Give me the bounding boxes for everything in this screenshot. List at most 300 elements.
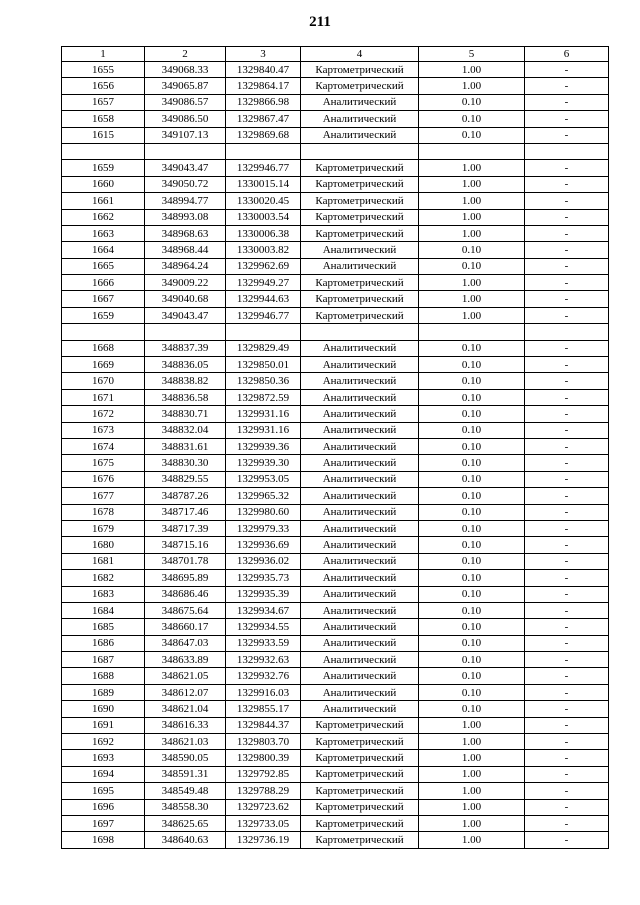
y-coordinate-cell: 1329855.17 <box>226 701 301 717</box>
method-cell: Аналитический <box>301 340 419 356</box>
note-cell: - <box>525 701 609 717</box>
point-number-cell: 1692 <box>62 734 145 750</box>
method-cell: Картометрический <box>301 750 419 766</box>
table-row <box>62 815 609 831</box>
note-cell: - <box>525 668 609 684</box>
point-number-cell: 1683 <box>62 586 145 602</box>
method-cell: Картометрический <box>301 275 419 291</box>
y-coordinate-cell: 1329944.63 <box>226 291 301 307</box>
y-coordinate-cell: 1329931.16 <box>226 406 301 422</box>
x-coordinate-cell: 348830.30 <box>145 455 226 471</box>
x-coordinate-cell: 348701.78 <box>145 553 226 569</box>
table-row <box>62 373 609 389</box>
table-row <box>62 570 609 586</box>
note-cell: - <box>525 504 609 520</box>
table-row <box>62 225 609 241</box>
point-number-cell: 1682 <box>62 570 145 586</box>
accuracy-cell: 0.10 <box>419 389 525 405</box>
x-coordinate-cell: 348647.03 <box>145 635 226 651</box>
x-coordinate-cell: 348994.77 <box>145 193 226 209</box>
x-coordinate-cell: 349086.50 <box>145 111 226 127</box>
note-cell: - <box>525 438 609 454</box>
table-row <box>62 783 609 799</box>
accuracy-cell: 1.00 <box>419 78 525 94</box>
empty-cell <box>226 324 301 340</box>
accuracy-cell: 1.00 <box>419 783 525 799</box>
table-row <box>62 520 609 536</box>
note-cell: - <box>525 570 609 586</box>
note-cell: - <box>525 111 609 127</box>
table-spacer-row <box>62 143 609 159</box>
accuracy-cell: 0.10 <box>419 586 525 602</box>
accuracy-cell: 0.10 <box>419 701 525 717</box>
table-row <box>62 438 609 454</box>
method-cell: Картометрический <box>301 160 419 176</box>
table-row <box>62 586 609 602</box>
method-cell: Аналитический <box>301 258 419 274</box>
note-cell: - <box>525 422 609 438</box>
note-cell: - <box>525 258 609 274</box>
accuracy-cell: 0.10 <box>419 635 525 651</box>
accuracy-cell: 0.10 <box>419 652 525 668</box>
table-row <box>62 242 609 258</box>
x-coordinate-cell: 349043.47 <box>145 160 226 176</box>
note-cell: - <box>525 586 609 602</box>
y-coordinate-cell: 1330003.82 <box>226 242 301 258</box>
method-cell: Аналитический <box>301 471 419 487</box>
x-coordinate-cell: 348838.82 <box>145 373 226 389</box>
accuracy-cell: 1.00 <box>419 815 525 831</box>
x-coordinate-cell: 348968.63 <box>145 225 226 241</box>
method-cell: Картометрический <box>301 78 419 94</box>
point-number-cell: 1673 <box>62 422 145 438</box>
method-cell: Аналитический <box>301 701 419 717</box>
point-number-cell: 1696 <box>62 799 145 815</box>
note-cell: - <box>525 357 609 373</box>
accuracy-cell: 1.00 <box>419 832 525 848</box>
accuracy-cell: 0.10 <box>419 537 525 553</box>
accuracy-cell: 0.10 <box>419 570 525 586</box>
accuracy-cell: 1.00 <box>419 717 525 733</box>
table-row <box>62 668 609 684</box>
x-coordinate-cell: 348625.65 <box>145 815 226 831</box>
note-cell: - <box>525 406 609 422</box>
y-coordinate-cell: 1329936.02 <box>226 553 301 569</box>
accuracy-cell: 0.10 <box>419 553 525 569</box>
method-cell: Аналитический <box>301 357 419 373</box>
method-cell: Картометрический <box>301 766 419 782</box>
accuracy-cell: 0.10 <box>419 242 525 258</box>
point-number-cell: 1662 <box>62 209 145 225</box>
point-number-cell: 1691 <box>62 717 145 733</box>
method-cell: Картометрический <box>301 193 419 209</box>
x-coordinate-cell: 348837.39 <box>145 340 226 356</box>
x-coordinate-cell: 348558.30 <box>145 799 226 815</box>
method-cell: Аналитический <box>301 619 419 635</box>
y-coordinate-cell: 1329946.77 <box>226 160 301 176</box>
empty-cell <box>525 324 609 340</box>
point-number-cell: 1678 <box>62 504 145 520</box>
method-cell: Аналитический <box>301 373 419 389</box>
point-number-cell: 1685 <box>62 619 145 635</box>
note-cell: - <box>525 652 609 668</box>
column-header: 4 <box>301 47 419 62</box>
note-cell: - <box>525 471 609 487</box>
column-header: 5 <box>419 47 525 62</box>
point-number-cell: 1697 <box>62 815 145 831</box>
method-cell: Аналитический <box>301 520 419 536</box>
point-number-cell: 1659 <box>62 307 145 323</box>
table-row <box>62 832 609 848</box>
table-row <box>62 62 609 78</box>
y-coordinate-cell: 1329953.05 <box>226 471 301 487</box>
point-number-cell: 1672 <box>62 406 145 422</box>
accuracy-cell: 0.10 <box>419 488 525 504</box>
table-row <box>62 635 609 651</box>
y-coordinate-cell: 1329935.73 <box>226 570 301 586</box>
empty-cell <box>419 324 525 340</box>
table-spacer-row <box>62 324 609 340</box>
accuracy-cell: 1.00 <box>419 193 525 209</box>
table-row <box>62 111 609 127</box>
point-number-cell: 1658 <box>62 111 145 127</box>
table-row <box>62 701 609 717</box>
table-row <box>62 209 609 225</box>
y-coordinate-cell: 1329935.39 <box>226 586 301 602</box>
x-coordinate-cell: 348616.33 <box>145 717 226 733</box>
point-number-cell: 1655 <box>62 62 145 78</box>
empty-cell <box>226 143 301 159</box>
point-number-cell: 1680 <box>62 537 145 553</box>
point-number-cell: 1681 <box>62 553 145 569</box>
point-number-cell: 1659 <box>62 160 145 176</box>
y-coordinate-cell: 1329864.17 <box>226 78 301 94</box>
note-cell: - <box>525 176 609 192</box>
y-coordinate-cell: 1329850.01 <box>226 357 301 373</box>
x-coordinate-cell: 348836.05 <box>145 357 226 373</box>
x-coordinate-cell: 348590.05 <box>145 750 226 766</box>
note-cell: - <box>525 783 609 799</box>
y-coordinate-cell: 1329946.77 <box>226 307 301 323</box>
note-cell: - <box>525 488 609 504</box>
point-number-cell: 1677 <box>62 488 145 504</box>
table-row <box>62 406 609 422</box>
y-coordinate-cell: 1329844.37 <box>226 717 301 733</box>
note-cell: - <box>525 684 609 700</box>
table-row <box>62 619 609 635</box>
table-row <box>62 652 609 668</box>
x-coordinate-cell: 349068.33 <box>145 62 226 78</box>
x-coordinate-cell: 348591.31 <box>145 766 226 782</box>
y-coordinate-cell: 1329792.85 <box>226 766 301 782</box>
x-coordinate-cell: 349107.13 <box>145 127 226 143</box>
table-row <box>62 127 609 143</box>
method-cell: Картометрический <box>301 734 419 750</box>
method-cell: Аналитический <box>301 438 419 454</box>
y-coordinate-cell: 1329850.36 <box>226 373 301 389</box>
note-cell: - <box>525 815 609 831</box>
y-coordinate-cell: 1329933.59 <box>226 635 301 651</box>
accuracy-cell: 1.00 <box>419 766 525 782</box>
method-cell: Картометрический <box>301 799 419 815</box>
note-cell: - <box>525 275 609 291</box>
accuracy-cell: 0.10 <box>419 373 525 389</box>
y-coordinate-cell: 1329934.67 <box>226 602 301 618</box>
table-row <box>62 78 609 94</box>
empty-cell <box>145 324 226 340</box>
method-cell: Аналитический <box>301 127 419 143</box>
y-coordinate-cell: 1329939.36 <box>226 438 301 454</box>
point-number-cell: 1688 <box>62 668 145 684</box>
x-coordinate-cell: 348829.55 <box>145 471 226 487</box>
note-cell: - <box>525 160 609 176</box>
x-coordinate-cell: 348660.17 <box>145 619 226 635</box>
point-number-cell: 1689 <box>62 684 145 700</box>
coordinates-table <box>61 46 609 849</box>
x-coordinate-cell: 348686.46 <box>145 586 226 602</box>
x-coordinate-cell: 348640.63 <box>145 832 226 848</box>
method-cell: Аналитический <box>301 652 419 668</box>
point-number-cell: 1660 <box>62 176 145 192</box>
table-row <box>62 291 609 307</box>
method-cell: Картометрический <box>301 717 419 733</box>
point-number-cell: 1657 <box>62 94 145 110</box>
note-cell: - <box>525 553 609 569</box>
point-number-cell: 1675 <box>62 455 145 471</box>
y-coordinate-cell: 1330006.38 <box>226 225 301 241</box>
x-coordinate-cell: 348830.71 <box>145 406 226 422</box>
y-coordinate-cell: 1329932.63 <box>226 652 301 668</box>
x-coordinate-cell: 348549.48 <box>145 783 226 799</box>
note-cell: - <box>525 78 609 94</box>
y-coordinate-cell: 1329931.16 <box>226 422 301 438</box>
note-cell: - <box>525 766 609 782</box>
note-cell: - <box>525 832 609 848</box>
table-row <box>62 799 609 815</box>
note-cell: - <box>525 717 609 733</box>
table-row <box>62 275 609 291</box>
point-number-cell: 1694 <box>62 766 145 782</box>
note-cell: - <box>525 62 609 78</box>
page-number: 211 <box>309 14 331 30</box>
point-number-cell: 1671 <box>62 389 145 405</box>
y-coordinate-cell: 1329803.70 <box>226 734 301 750</box>
table-row <box>62 340 609 356</box>
accuracy-cell: 0.10 <box>419 455 525 471</box>
method-cell: Картометрический <box>301 176 419 192</box>
accuracy-cell: 0.10 <box>419 406 525 422</box>
method-cell: Картометрический <box>301 307 419 323</box>
x-coordinate-cell: 348715.16 <box>145 537 226 553</box>
point-number-cell: 1674 <box>62 438 145 454</box>
table-row <box>62 422 609 438</box>
y-coordinate-cell: 1329949.27 <box>226 275 301 291</box>
note-cell: - <box>525 750 609 766</box>
table-row <box>62 193 609 209</box>
accuracy-cell: 0.10 <box>419 111 525 127</box>
method-cell: Аналитический <box>301 406 419 422</box>
method-cell: Аналитический <box>301 668 419 684</box>
column-header: 6 <box>525 47 609 62</box>
method-cell: Аналитический <box>301 537 419 553</box>
accuracy-cell: 0.10 <box>419 471 525 487</box>
accuracy-cell: 0.10 <box>419 520 525 536</box>
x-coordinate-cell: 348621.03 <box>145 734 226 750</box>
x-coordinate-cell: 348675.64 <box>145 602 226 618</box>
table-row <box>62 307 609 323</box>
y-coordinate-cell: 1329979.33 <box>226 520 301 536</box>
point-number-cell: 1690 <box>62 701 145 717</box>
y-coordinate-cell: 1330020.45 <box>226 193 301 209</box>
x-coordinate-cell: 348964.24 <box>145 258 226 274</box>
y-coordinate-cell: 1329962.69 <box>226 258 301 274</box>
point-number-cell: 1684 <box>62 602 145 618</box>
accuracy-cell: 0.10 <box>419 668 525 684</box>
y-coordinate-cell: 1329934.55 <box>226 619 301 635</box>
note-cell: - <box>525 307 609 323</box>
accuracy-cell: 1.00 <box>419 307 525 323</box>
y-coordinate-cell: 1329829.49 <box>226 340 301 356</box>
x-coordinate-cell: 348993.08 <box>145 209 226 225</box>
y-coordinate-cell: 1330003.54 <box>226 209 301 225</box>
method-cell: Картометрический <box>301 815 419 831</box>
y-coordinate-cell: 1329733.05 <box>226 815 301 831</box>
x-coordinate-cell: 349009.22 <box>145 275 226 291</box>
x-coordinate-cell: 349065.87 <box>145 78 226 94</box>
table-row <box>62 160 609 176</box>
y-coordinate-cell: 1329936.69 <box>226 537 301 553</box>
point-number-cell: 1661 <box>62 193 145 209</box>
accuracy-cell: 0.10 <box>419 504 525 520</box>
empty-cell <box>62 324 145 340</box>
y-coordinate-cell: 1329916.03 <box>226 684 301 700</box>
accuracy-cell: 1.00 <box>419 734 525 750</box>
y-coordinate-cell: 1329939.30 <box>226 455 301 471</box>
y-coordinate-cell: 1329866.98 <box>226 94 301 110</box>
note-cell: - <box>525 537 609 553</box>
x-coordinate-cell: 348612.07 <box>145 684 226 700</box>
method-cell: Аналитический <box>301 422 419 438</box>
table-row <box>62 734 609 750</box>
x-coordinate-cell: 348621.05 <box>145 668 226 684</box>
point-number-cell: 1670 <box>62 373 145 389</box>
table-body <box>62 62 609 849</box>
point-number-cell: 1698 <box>62 832 145 848</box>
note-cell: - <box>525 127 609 143</box>
note-cell: - <box>525 340 609 356</box>
accuracy-cell: 1.00 <box>419 291 525 307</box>
y-coordinate-cell: 1329932.76 <box>226 668 301 684</box>
method-cell: Картометрический <box>301 832 419 848</box>
x-coordinate-cell: 348633.89 <box>145 652 226 668</box>
note-cell: - <box>525 520 609 536</box>
note-cell: - <box>525 389 609 405</box>
table-row <box>62 94 609 110</box>
note-cell: - <box>525 225 609 241</box>
note-cell: - <box>525 193 609 209</box>
method-cell: Аналитический <box>301 94 419 110</box>
column-header: 3 <box>226 47 301 62</box>
method-cell: Аналитический <box>301 570 419 586</box>
point-number-cell: 1666 <box>62 275 145 291</box>
method-cell: Картометрический <box>301 783 419 799</box>
method-cell: Аналитический <box>301 504 419 520</box>
method-cell: Аналитический <box>301 389 419 405</box>
y-coordinate-cell: 1329788.29 <box>226 783 301 799</box>
point-number-cell: 1679 <box>62 520 145 536</box>
method-cell: Аналитический <box>301 111 419 127</box>
point-number-cell: 1676 <box>62 471 145 487</box>
note-cell: - <box>525 242 609 258</box>
note-cell: - <box>525 734 609 750</box>
table-row <box>62 357 609 373</box>
point-number-cell: 1668 <box>62 340 145 356</box>
accuracy-cell: 1.00 <box>419 209 525 225</box>
table-row <box>62 455 609 471</box>
accuracy-cell: 0.10 <box>419 94 525 110</box>
accuracy-cell: 1.00 <box>419 160 525 176</box>
method-cell: Аналитический <box>301 488 419 504</box>
empty-cell <box>419 143 525 159</box>
table-row <box>62 504 609 520</box>
table-row <box>62 176 609 192</box>
y-coordinate-cell: 1329965.32 <box>226 488 301 504</box>
point-number-cell: 1664 <box>62 242 145 258</box>
table-row <box>62 258 609 274</box>
accuracy-cell: 0.10 <box>419 357 525 373</box>
method-cell: Аналитический <box>301 455 419 471</box>
empty-cell <box>301 143 419 159</box>
x-coordinate-cell: 348836.58 <box>145 389 226 405</box>
column-header: 2 <box>145 47 226 62</box>
note-cell: - <box>525 602 609 618</box>
x-coordinate-cell: 349086.57 <box>145 94 226 110</box>
note-cell: - <box>525 291 609 307</box>
y-coordinate-cell: 1329980.60 <box>226 504 301 520</box>
empty-cell <box>525 143 609 159</box>
accuracy-cell: 0.10 <box>419 438 525 454</box>
empty-cell <box>301 324 419 340</box>
x-coordinate-cell: 348832.04 <box>145 422 226 438</box>
empty-cell <box>145 143 226 159</box>
y-coordinate-cell: 1330015.14 <box>226 176 301 192</box>
method-cell: Аналитический <box>301 586 419 602</box>
note-cell: - <box>525 635 609 651</box>
table-row <box>62 471 609 487</box>
table-row <box>62 684 609 700</box>
x-coordinate-cell: 348695.89 <box>145 570 226 586</box>
accuracy-cell: 1.00 <box>419 176 525 192</box>
point-number-cell: 1669 <box>62 357 145 373</box>
method-cell: Аналитический <box>301 602 419 618</box>
accuracy-cell: 0.10 <box>419 619 525 635</box>
method-cell: Картометрический <box>301 209 419 225</box>
accuracy-cell: 0.10 <box>419 684 525 700</box>
note-cell: - <box>525 619 609 635</box>
y-coordinate-cell: 1329867.47 <box>226 111 301 127</box>
y-coordinate-cell: 1329872.59 <box>226 389 301 405</box>
point-number-cell: 1687 <box>62 652 145 668</box>
point-number-cell: 1686 <box>62 635 145 651</box>
point-number-cell: 1663 <box>62 225 145 241</box>
x-coordinate-cell: 348621.04 <box>145 701 226 717</box>
accuracy-cell: 1.00 <box>419 275 525 291</box>
column-header: 1 <box>62 47 145 62</box>
table-row <box>62 750 609 766</box>
accuracy-cell: 0.10 <box>419 422 525 438</box>
point-number-cell: 1615 <box>62 127 145 143</box>
y-coordinate-cell: 1329869.68 <box>226 127 301 143</box>
